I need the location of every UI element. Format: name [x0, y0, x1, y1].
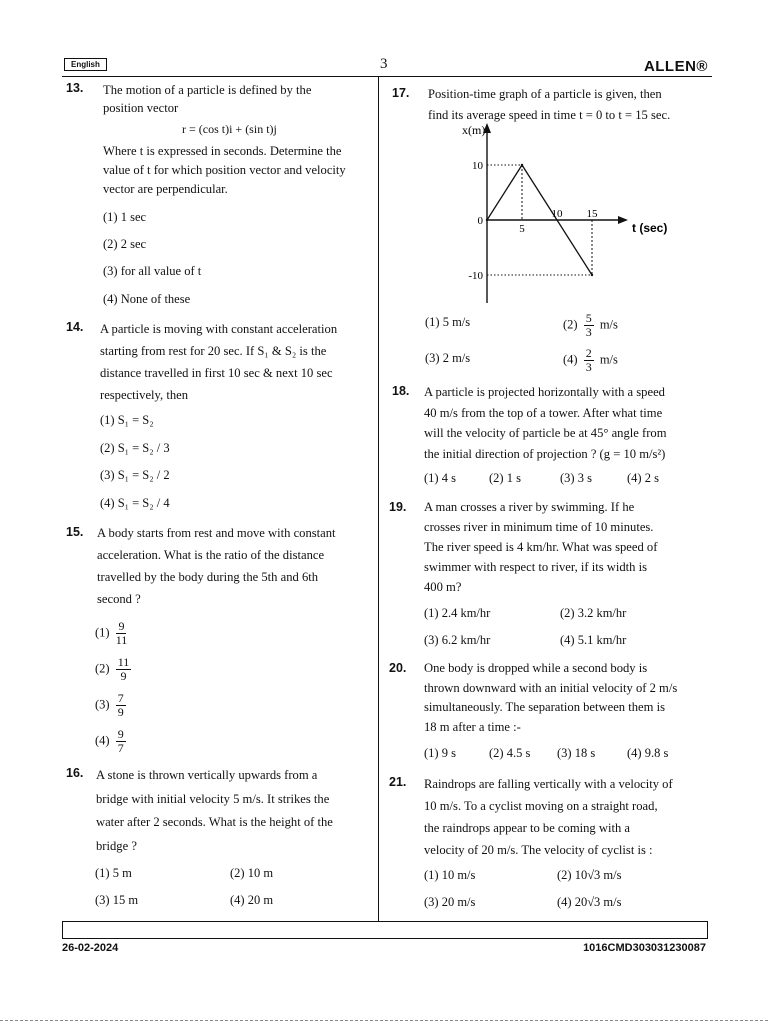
- option[interactable]: (1) 5 m: [95, 866, 132, 880]
- option[interactable]: (2) S₁ = S₂ / 3: [100, 441, 170, 455]
- question-number: 19.: [389, 500, 407, 514]
- position-vector-formula: r = (cos t)i + (sin t)j: [182, 122, 277, 136]
- x-tick-label: 10: [551, 208, 563, 220]
- option[interactable]: (2) 10 m: [230, 866, 274, 880]
- question-number: 20.: [389, 661, 407, 675]
- option[interactable]: (2) 3.2 km/hr: [560, 606, 627, 620]
- option[interactable]: (1) 9 s: [424, 746, 456, 760]
- option[interactable]: (3) 18 s: [557, 746, 596, 760]
- option[interactable]: (4) None of these: [103, 292, 191, 306]
- question-20-text: One body is dropped while a second body is thrown downward with an initial velocity of 2 m/s simultaneously. The separation between them is 18 m after a time :-: [424, 661, 678, 734]
- option[interactable]: (3) for all value of t: [103, 264, 202, 278]
- y-tick-label: -10: [468, 270, 483, 282]
- option[interactable]: (1) 10 m/s: [424, 868, 476, 882]
- option[interactable]: (2) 4.5 s: [489, 746, 531, 760]
- question-number: 16.: [66, 766, 84, 780]
- option[interactable]: (3) 20 m/s: [424, 895, 476, 909]
- option[interactable]: (4) 9.8 s: [627, 746, 669, 760]
- page-number: 3: [380, 56, 388, 72]
- x-axis-label: t (sec): [632, 221, 668, 235]
- question-number: 14.: [66, 320, 84, 334]
- option[interactable]: (3) 3 s: [560, 471, 592, 485]
- option[interactable]: (4) $\frac{2}{3}$ m/s: [563, 346, 618, 374]
- question-19-text: A man crosses a river by swimming. If he crosses river in minimum time of 10 minutes. The river speed is 4 km/hr. What was speed of swimmer with respect to river, if its width is 400 m?: [424, 500, 658, 594]
- option[interactable]: (3) $\frac{7}{9}$: [95, 691, 124, 719]
- cut-line: [0, 1020, 768, 1021]
- option[interactable]: (1) 1 sec: [103, 210, 147, 224]
- question-21-text: Raindrops are falling vertically with a velocity of 10 m/s. To a cyclist moving on a straight road, the raindrops appear to be coming with a velocity of 20 m/s. The velocity of cyclist is :: [424, 777, 673, 857]
- option[interactable]: (3) 2 m/s: [425, 351, 471, 365]
- footer-box: [62, 921, 708, 939]
- question-18-text: A particle is projected horizontally with a speed 40 m/s from the top of a tower. After what time will the velocity of particle be at 45° angle from the initial direction of projection ? (g = 10 m/s²): [424, 385, 667, 461]
- data-point: [486, 219, 488, 221]
- header-rule: [62, 76, 712, 77]
- option[interactable]: (2) 1 s: [489, 471, 521, 485]
- x-tick-label: 5: [519, 223, 525, 235]
- option[interactable]: (3) 6.2 km/hr: [424, 633, 491, 647]
- question-number: 18.: [392, 384, 410, 398]
- option[interactable]: (1) S₁ = S₂: [100, 413, 154, 427]
- x-axis-arrow: [618, 216, 628, 224]
- question-13-text: The motion of a particle is defined by the position vector: [103, 83, 312, 115]
- brand-logo: ALLEN®: [643, 58, 708, 75]
- option[interactable]: (2) $\frac{5}{3}$ m/s: [563, 311, 618, 339]
- option[interactable]: (4) 2 s: [627, 471, 659, 485]
- footer-code: 1016CMD303031230087: [583, 942, 706, 954]
- y-axis-label: x(m): [462, 123, 486, 137]
- option[interactable]: (1) $\frac{9}{11}$: [95, 619, 128, 647]
- y-tick-label: 0: [477, 215, 483, 227]
- option[interactable]: (3) 15 m: [95, 893, 139, 907]
- question-number: 13.: [66, 81, 84, 95]
- option[interactable]: (1) 5 m/s: [425, 315, 471, 329]
- question-13-text-cont: Where t is expressed in seconds. Determine the value of t for which position vector and velocity vector are perpendicular.: [103, 144, 346, 196]
- option[interactable]: (2) 2 sec: [103, 237, 147, 251]
- option[interactable]: (4) $\frac{9}{7}$: [95, 727, 124, 755]
- question-15-text: A body starts from rest and move with constant acceleration. What is the ratio of the distance travelled by the body during the 5th and 6th second ?: [97, 526, 336, 606]
- position-time-graph: [440, 122, 680, 304]
- option[interactable]: (4) 5.1 km/hr: [560, 633, 627, 647]
- column-divider: [378, 76, 379, 921]
- question-17-text: Position-time graph of a particle is given, then find its average speed in time t = 0 to t = 15 sec.: [428, 87, 671, 122]
- option[interactable]: (1) 4 s: [424, 471, 456, 485]
- option[interactable]: (3) S₁ = S₂ / 2: [100, 468, 170, 482]
- option[interactable]: (4) 20 m: [230, 893, 274, 907]
- x-tick-label: 15: [586, 208, 598, 220]
- option[interactable]: (2) 10√3 m/s: [557, 868, 622, 882]
- option[interactable]: (1) 2.4 km/hr: [424, 606, 491, 620]
- option[interactable]: (2) $\frac{11}{9}$: [95, 655, 130, 683]
- language-badge: English: [64, 58, 107, 71]
- y-tick-label: 10: [472, 160, 483, 172]
- question-16-text: A stone is thrown vertically upwards from a bridge with initial velocity 5 m/s. It strikes the water after 2 seconds. What is the height of the bridge ?: [96, 768, 333, 853]
- question-number: 21.: [389, 775, 407, 789]
- question-number: 17.: [392, 86, 410, 100]
- footer-date: 26-02-2024: [62, 942, 119, 954]
- option[interactable]: (4) 20√3 m/s: [557, 895, 622, 909]
- option[interactable]: (4) S₁ = S₂ / 4: [100, 496, 170, 510]
- question-number: 15.: [66, 525, 84, 539]
- question-14-text: A particle is moving with constant acceleration starting from rest for 20 sec. If S₁ & S₂ is the distance travelled in first 10 sec & next 10 sec respectively, then: [100, 322, 338, 402]
